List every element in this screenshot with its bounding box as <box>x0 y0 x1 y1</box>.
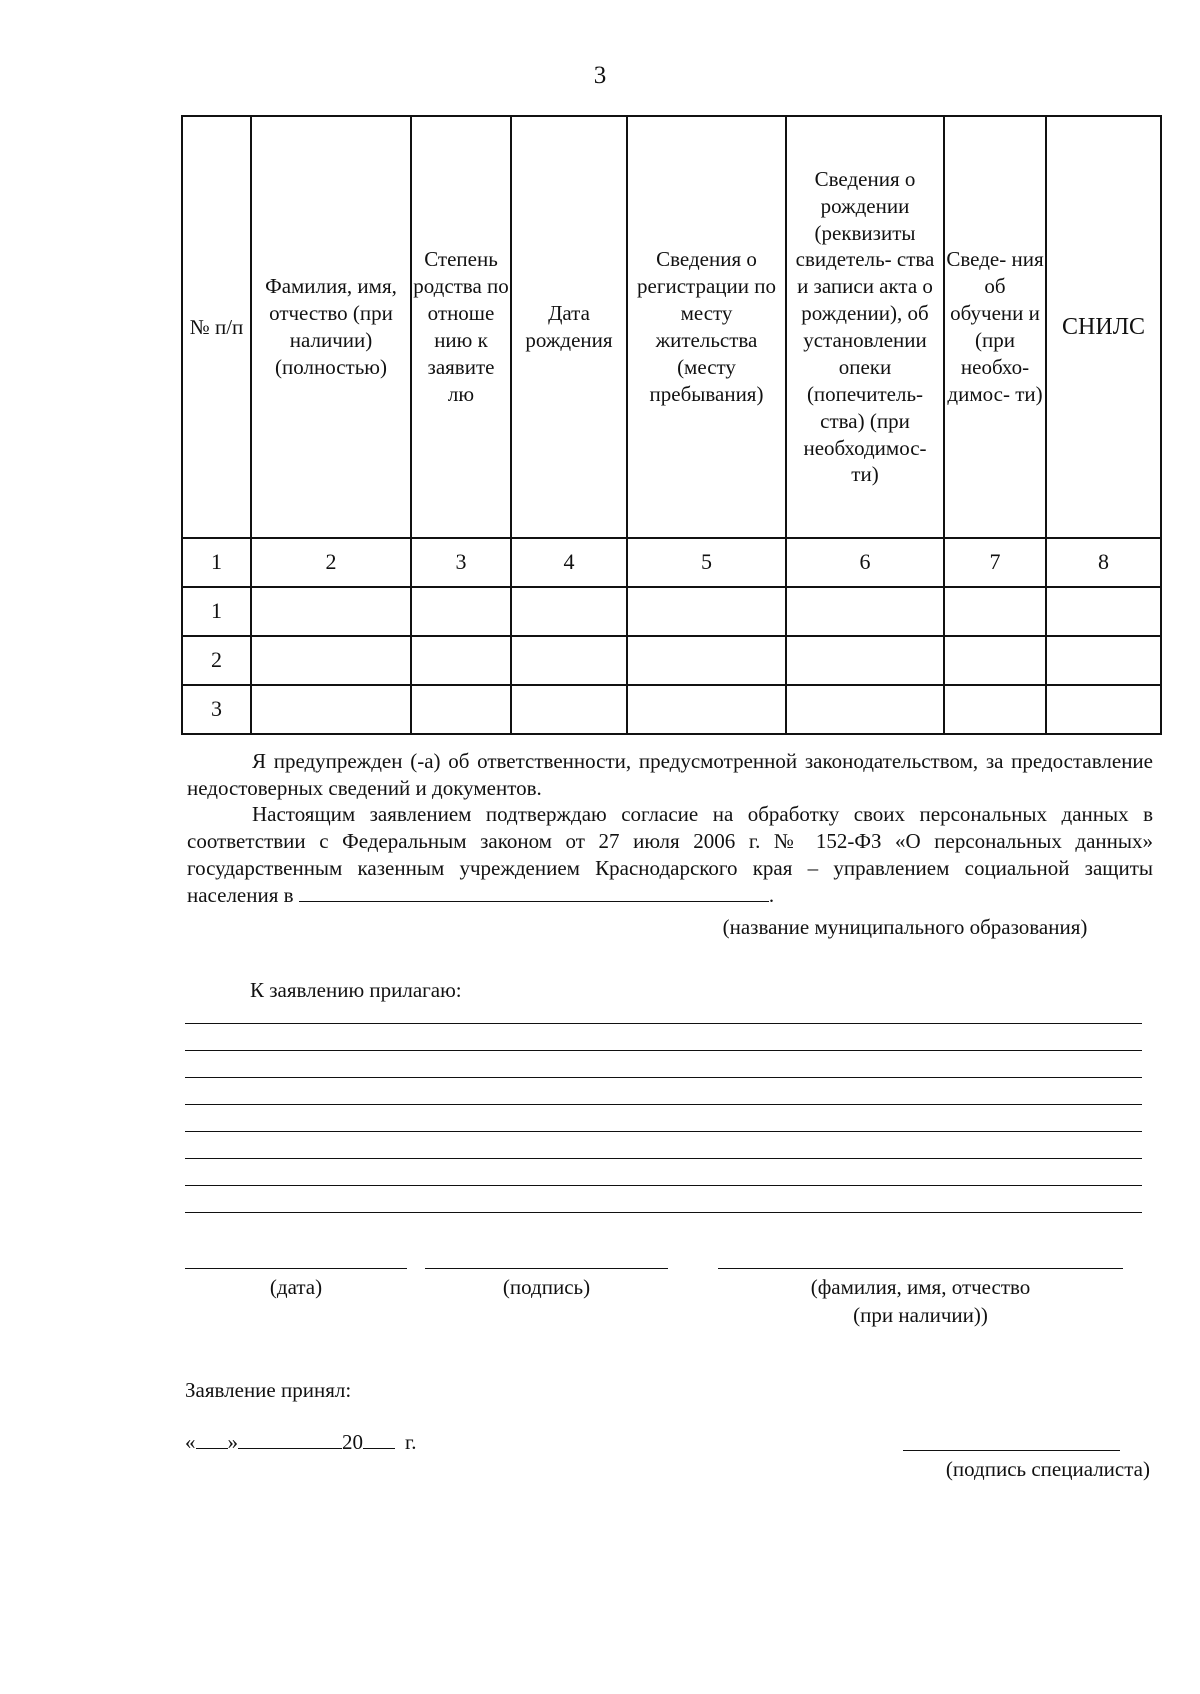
table-cell[interactable] <box>627 587 786 636</box>
column-number: 1 <box>182 538 251 587</box>
table-row <box>182 636 1161 685</box>
table-row <box>182 685 1161 734</box>
family-members-table <box>181 115 1162 735</box>
header-full-name: Фамилия, имя, отчество (при наличии) (полностью) <box>251 116 411 538</box>
municipality-caption: (название муниципального образования) <box>722 915 1088 939</box>
attachment-line[interactable] <box>185 1023 1142 1024</box>
attachment-line[interactable] <box>185 1077 1142 1078</box>
table-cell[interactable] <box>511 636 627 685</box>
responsibility-paragraph: Я предупрежден (-а) об ответственности, предусмотренной законодательством, за предоставление недостоверных сведений и документов. <box>187 749 1153 800</box>
table-cell[interactable] <box>1046 636 1161 685</box>
table-header-row <box>182 116 1161 538</box>
table-cell[interactable] <box>411 587 511 636</box>
attachment-line[interactable] <box>185 1131 1142 1132</box>
header-birth-date: Дата рождения <box>511 116 627 538</box>
table-cell[interactable] <box>251 636 411 685</box>
close-quote: » <box>227 1430 238 1454</box>
year-suffix: г. <box>405 1430 417 1454</box>
full-name-line[interactable] <box>718 1268 1123 1269</box>
table-cell[interactable] <box>511 685 627 734</box>
day-field[interactable] <box>196 1432 228 1449</box>
table-cell[interactable] <box>786 587 944 636</box>
column-number: 4 <box>511 538 627 587</box>
column-number: 2 <box>251 538 411 587</box>
accepted-label: Заявление принял: <box>185 1378 352 1402</box>
specialist-caption: (подпись специалиста) <box>945 1457 1150 1481</box>
header-birth-info: Сведения о рождении (реквизиты свидетель- ства и записи акта о рождении), об установлении опеки (попечитель- ства) (при необходимос- ти) <box>786 116 944 538</box>
column-number: 5 <box>627 538 786 587</box>
acceptance-date <box>185 1430 417 1455</box>
attachment-line[interactable] <box>185 1104 1142 1105</box>
header-number: № п/п <box>182 116 251 538</box>
table-cell[interactable] <box>1046 685 1161 734</box>
header-snils: СНИЛС <box>1046 116 1161 538</box>
open-quote: « <box>185 1430 196 1454</box>
row-number: 2 <box>182 636 251 685</box>
specialist-signature-line[interactable] <box>903 1450 1120 1451</box>
table-cell[interactable] <box>251 685 411 734</box>
row-number: 1 <box>182 587 251 636</box>
table-cell[interactable] <box>1046 587 1161 636</box>
header-education: Сведе- ния об обучени и (при необхо- димос- ти) <box>944 116 1046 538</box>
date-caption: (дата) <box>269 1275 323 1299</box>
header-relation: Степень родства по отноше нию к заявите лю <box>411 116 511 538</box>
column-number: 7 <box>944 538 1046 587</box>
date-signature-line[interactable] <box>185 1268 407 1269</box>
table-cell[interactable] <box>944 685 1046 734</box>
header-registration: Сведения о регистрации по месту жительства (месту пребывания) <box>627 116 786 538</box>
month-field[interactable] <box>238 1432 342 1449</box>
column-number: 6 <box>786 538 944 587</box>
table-cell[interactable] <box>944 587 1046 636</box>
column-number: 8 <box>1046 538 1161 587</box>
attachments-label: К заявлению прилагаю: <box>250 978 462 1002</box>
signature-caption: (подпись) <box>502 1275 591 1299</box>
table-cell[interactable] <box>411 685 511 734</box>
table-cell[interactable] <box>411 636 511 685</box>
table-cell[interactable] <box>511 587 627 636</box>
full-name-caption-note: (при наличии)) <box>853 1303 988 1327</box>
consent-paragraph <box>187 801 1153 909</box>
row-number: 3 <box>182 685 251 734</box>
year-field[interactable] <box>363 1432 395 1449</box>
column-number: 3 <box>411 538 511 587</box>
attachment-line[interactable] <box>185 1050 1142 1051</box>
table-cell[interactable] <box>786 685 944 734</box>
table-cell[interactable] <box>786 636 944 685</box>
table-row <box>182 587 1161 636</box>
table-cell[interactable] <box>944 636 1046 685</box>
consent-period: . <box>768 883 775 907</box>
signature-line[interactable] <box>425 1268 668 1269</box>
attachment-line[interactable] <box>185 1185 1142 1186</box>
table-cell[interactable] <box>251 587 411 636</box>
attachment-line[interactable] <box>185 1212 1142 1213</box>
municipality-field[interactable] <box>299 883 769 902</box>
full-name-caption: (фамилия, имя, отчество <box>810 1275 1031 1299</box>
page-number: 3 <box>593 62 607 89</box>
attachment-line[interactable] <box>185 1158 1142 1159</box>
consent-text: Настоящим заявлением подтверждаю согласие на обработку своих персональных данных в соответствии с Федеральным законом от 27 июля 2006 г. № 152-ФЗ «О персональных данных» государственным казенным учреждением Краснодарского края – управлением социальной защиты населения в <box>187 802 1153 907</box>
table-cell[interactable] <box>627 636 786 685</box>
column-numbers-row <box>182 538 1161 587</box>
table-cell[interactable] <box>627 685 786 734</box>
century-text: 20 <box>342 1430 363 1454</box>
